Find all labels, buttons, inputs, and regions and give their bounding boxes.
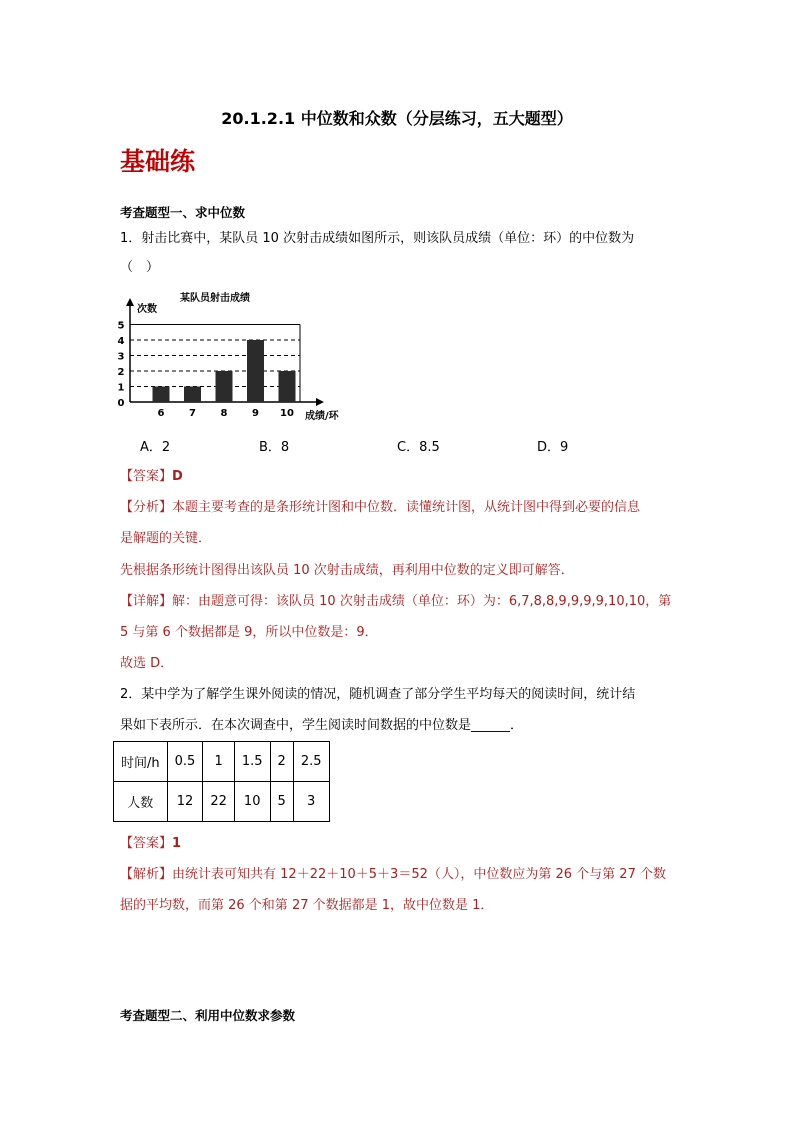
table-cell: 2 [270, 742, 293, 782]
q2-stem-line1: 2．某中学为了解学生课外阅读的情况，随机调查了部分学生平均每天的阅读时间，统计结 [120, 687, 636, 702]
chart-y-tick: 5 [117, 320, 125, 332]
table-row [114, 742, 330, 782]
q1-detail-line2: 5 与第 6 个数据都是 9，所以中位数是：9． [120, 625, 378, 640]
table-cell: 2.5 [293, 742, 329, 782]
analysis-tag: 【解析】 [120, 867, 173, 882]
q1-option-d: D．9 [537, 440, 569, 455]
answer-tag: 【答案】 [120, 469, 173, 484]
chart-title: 某队员射击成绩 [180, 293, 250, 304]
chart-y-tick: 2 [117, 367, 125, 378]
table-cell: 12 [167, 782, 203, 822]
table-cell: 5 [270, 782, 293, 822]
q1-answer [120, 467, 680, 487]
answer-value: D [172, 469, 183, 484]
table-row [114, 782, 330, 822]
table-cell: 3 [293, 782, 329, 822]
table-cell: 22 [203, 782, 235, 822]
q2-stem-line2: 果如下表所示．在本次调查中，学生阅读时间数据的中位数是______． [120, 718, 524, 733]
chart-x-tick: 7 [189, 408, 196, 419]
chart-y-tick: 1 [117, 382, 125, 394]
q2-analysis-line2: 据的平均数，而第 26 个和第 27 个数据都是 1，故中位数是 1． [120, 898, 494, 913]
table-cell: 10 [234, 782, 270, 822]
table-cell: 0.5 [167, 742, 203, 782]
q1-bar-chart [115, 288, 355, 423]
q1-option-a: A．2 [140, 440, 171, 455]
chart-bar [216, 371, 233, 402]
page-title: 20.1.2.1 中位数和众数（分层练习，五大题型） [221, 109, 573, 128]
analysis-tag: 【分析】 [120, 500, 173, 515]
q1-detail-line3: 故选 D． [120, 656, 174, 671]
table-cell: 1.5 [234, 742, 270, 782]
table-cell: 人数 [114, 782, 168, 822]
chart-bar [279, 371, 296, 402]
q1-stem-line2: （ ） [120, 260, 160, 275]
chart-x-tick: 10 [280, 408, 294, 419]
q1-option-c: C．8.5 [397, 440, 440, 455]
q1-analysis-line2: 是解题的关键． [120, 531, 212, 546]
q2-analysis-line1 [120, 865, 680, 885]
q1-analysis-line1 [120, 498, 680, 518]
detail-text: 解：由题意可得：该队员 10 次射击成绩（单位：环）为：6,7,8,8,9,9,9,9,10,10，第 [172, 594, 672, 609]
analysis-text: 由统计表可知共有 12＋22＋10＋5＋3＝52（人），中位数应为第 26 个与第 27 个数 [172, 867, 666, 882]
q1-option-b: B．8 [259, 440, 290, 455]
analysis-text: 本题主要考查的是条形统计图和中位数．读懂统计图，从统计图中得到必要的信息 [172, 500, 641, 515]
chart-bar [184, 387, 201, 403]
q1-analysis-line3: 先根据条形统计图得出该队员 10 次射击成绩，再利用中位数的定义即可解答． [120, 563, 574, 578]
chart-y-arrow [126, 298, 134, 306]
section-heading-2: 考查题型二、利用中位数求参数 [120, 1008, 296, 1023]
table-cell: 1 [203, 742, 235, 782]
q1-stem-line1: 1．射击比赛中，某队员 10 次射击成绩如图所示，则该队员成绩（单位：环）的中位数为 [120, 231, 635, 246]
answer-tag: 【答案】 [120, 836, 173, 851]
q2-data-table [113, 741, 330, 822]
section-heading-1: 考查题型一、求中位数 [120, 205, 246, 220]
chart-x-tick: 6 [157, 408, 165, 419]
chart-y-tick: 4 [117, 336, 125, 347]
level-heading: 基础练 [120, 147, 196, 176]
chart-y-tick: 3 [117, 351, 125, 363]
chart-ylabel: 次数 [137, 304, 157, 315]
chart-bar [153, 387, 170, 403]
answer-value: 1 [172, 836, 182, 851]
q1-detail-line1 [120, 592, 680, 612]
chart-bar [247, 340, 264, 402]
detail-tag: 【详解】 [120, 594, 173, 609]
chart-y-tick: 0 [117, 398, 125, 409]
chart-x-tick: 9 [252, 408, 259, 419]
chart-xlabel: 成绩/环 [305, 411, 339, 422]
table-cell: 时间/h [114, 742, 168, 782]
chart-x-arrow [316, 398, 324, 406]
q2-answer [120, 834, 680, 854]
chart-x-tick: 8 [220, 408, 228, 419]
